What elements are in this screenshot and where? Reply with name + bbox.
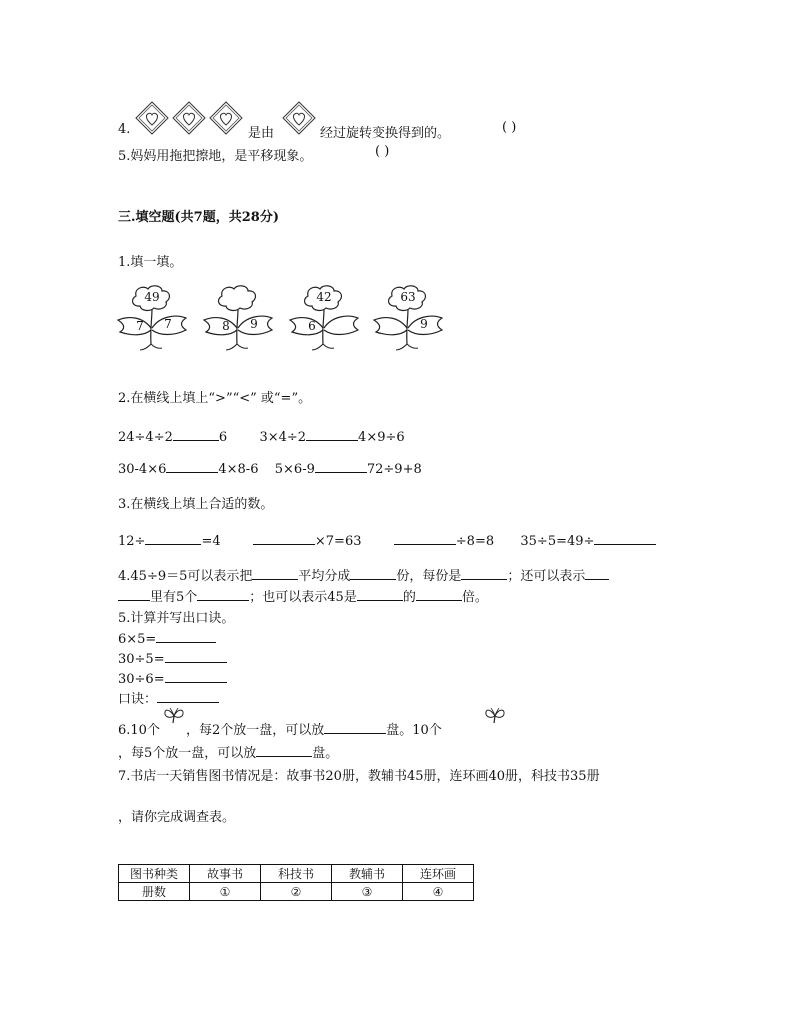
flower-right-number: 9 xyxy=(250,317,258,331)
heart-diamond-icon xyxy=(135,101,169,135)
answer-blank[interactable] xyxy=(324,719,386,734)
text: ，每2个放一盘，可以放 xyxy=(185,723,325,738)
fill2-row-2 xyxy=(118,458,422,477)
heart-diamond-icon xyxy=(282,101,316,135)
fill5-expr-2: 30÷5= xyxy=(118,648,227,667)
text: 6.10个 xyxy=(118,723,160,738)
answer-blank[interactable] xyxy=(315,458,367,473)
answer-blank[interactable] xyxy=(253,530,315,545)
answer-blank[interactable] xyxy=(165,668,227,683)
fill3-label: 3.在横线上填上合适的数。 xyxy=(118,497,274,512)
answer-blank[interactable] xyxy=(165,648,227,663)
answer-blank[interactable] xyxy=(173,426,219,441)
text: 盘。 xyxy=(312,746,339,761)
fill5-expr-1: 6×5= xyxy=(118,628,216,647)
expr: 5×6-9 xyxy=(274,462,315,477)
flower xyxy=(114,284,190,356)
expr: 24÷4÷2 xyxy=(118,430,173,445)
flower-left-number: 6 xyxy=(308,319,316,333)
text: 平均分成 xyxy=(298,569,351,584)
text: ，每5个放一盘，可以放 xyxy=(118,746,257,761)
q4-text-end: 经过旋转变换得到的。 xyxy=(320,126,451,141)
flower-left-number: 8 xyxy=(222,319,230,333)
q4-text-mid: 是由 xyxy=(248,126,275,141)
fill4-line-1 xyxy=(118,565,609,584)
flower xyxy=(286,284,362,356)
fill2-label: 2.在横线上填上“>”“<” 或“=”。 xyxy=(118,391,312,406)
survey-table xyxy=(118,864,474,901)
q5-text: 5.妈妈用拖把擦地，是平移现象。 xyxy=(118,149,313,164)
fill5-expr-3: 30÷6= xyxy=(118,668,227,687)
fill4-line-2 xyxy=(118,586,488,605)
table-cell: 图书种类 xyxy=(119,865,190,883)
table-cell[interactable]: ① xyxy=(190,883,261,901)
expr: 3×4÷2 xyxy=(259,430,307,445)
butterfly-icon xyxy=(163,704,185,726)
answer-blank[interactable] xyxy=(585,565,609,580)
q4-number: 4. xyxy=(118,122,131,137)
table-cell: 册数 xyxy=(119,883,190,901)
expr: 4×9÷6 xyxy=(358,430,405,445)
expr: ×7=63 xyxy=(314,534,362,549)
table-cell: 故事书 xyxy=(190,865,261,883)
text: 倍。 xyxy=(461,590,488,605)
text: ；还可以表示 xyxy=(507,569,586,584)
table-cell[interactable]: ③ xyxy=(332,883,403,901)
text: 盘。10个 xyxy=(386,723,442,738)
flower xyxy=(370,284,446,356)
text: ；也可以表示45是 xyxy=(249,590,357,605)
expr: 30-4×6 xyxy=(118,462,167,477)
fill7-line-1: 7.书店一天销售图书情况是：故事书20册，教辅书45册，连环画40册，科技书35册 xyxy=(118,769,600,784)
butterfly-icon xyxy=(484,704,506,726)
flower-top-number: 42 xyxy=(316,290,332,304)
table-cell[interactable]: ② xyxy=(261,883,332,901)
fill1-label: 1.填一填。 xyxy=(118,255,183,270)
answer-blank[interactable] xyxy=(306,426,358,441)
fill6-line-2 xyxy=(118,742,338,761)
fill2-row-1 xyxy=(118,426,405,445)
answer-blank[interactable] xyxy=(594,530,656,545)
fill5-chant: 口诀： xyxy=(118,688,219,707)
text: 份，每份是 xyxy=(396,569,462,584)
expr: ÷8=8 xyxy=(455,534,495,549)
answer-blank[interactable] xyxy=(256,742,312,757)
table-header-row xyxy=(119,865,474,883)
answer-blank[interactable] xyxy=(118,586,150,601)
answer-blank[interactable] xyxy=(166,458,218,473)
answer-blank[interactable] xyxy=(394,530,456,545)
expr: 4×8-6 xyxy=(218,462,259,477)
flower-right-number: 7 xyxy=(164,317,172,331)
flower-right-number: 9 xyxy=(420,317,428,331)
expr: 35÷5=49÷ xyxy=(520,534,595,549)
table-cell: 教辅书 xyxy=(332,865,403,883)
q5-answer-paren[interactable]: ( ) xyxy=(375,144,390,159)
table-row xyxy=(119,883,474,901)
expr: 6 xyxy=(218,430,228,445)
answer-blank[interactable] xyxy=(252,565,298,580)
fill7-line-2: ，请你完成调查表。 xyxy=(118,810,236,825)
flower xyxy=(200,284,276,356)
expr: 12÷ xyxy=(118,534,146,549)
heart-diamond-icon xyxy=(209,101,243,135)
answer-blank[interactable] xyxy=(145,530,201,545)
table-cell: 连环画 xyxy=(403,865,474,883)
text: 的 xyxy=(402,590,416,605)
answer-blank[interactable] xyxy=(197,586,249,601)
answer-blank[interactable] xyxy=(156,628,216,643)
flower-group xyxy=(114,284,454,356)
text: 4.45÷9＝5可以表示把 xyxy=(118,569,253,584)
answer-blank[interactable] xyxy=(350,565,396,580)
answer-blank[interactable] xyxy=(357,586,403,601)
section-title: 三.填空题(共7题，共28分) xyxy=(118,210,279,225)
flower-top-number: 49 xyxy=(144,290,160,304)
expr: =4 xyxy=(201,534,221,549)
text: 里有5个 xyxy=(150,590,198,605)
heart-diamond-icon xyxy=(172,101,206,135)
answer-blank[interactable] xyxy=(416,586,462,601)
table-cell: 科技书 xyxy=(261,865,332,883)
answer-blank[interactable] xyxy=(461,565,507,580)
flower-top-number: 63 xyxy=(400,290,416,304)
flower-left-number: 7 xyxy=(136,319,144,333)
table-cell[interactable]: ④ xyxy=(403,883,474,901)
answer-blank[interactable] xyxy=(157,688,219,703)
fill5-label: 5.计算并写出口诀。 xyxy=(118,611,235,626)
q4-answer-paren[interactable]: ( ) xyxy=(502,120,517,135)
expr: 72÷9+8 xyxy=(366,462,422,477)
fill3-row xyxy=(118,530,656,549)
flower-icon xyxy=(200,284,276,356)
